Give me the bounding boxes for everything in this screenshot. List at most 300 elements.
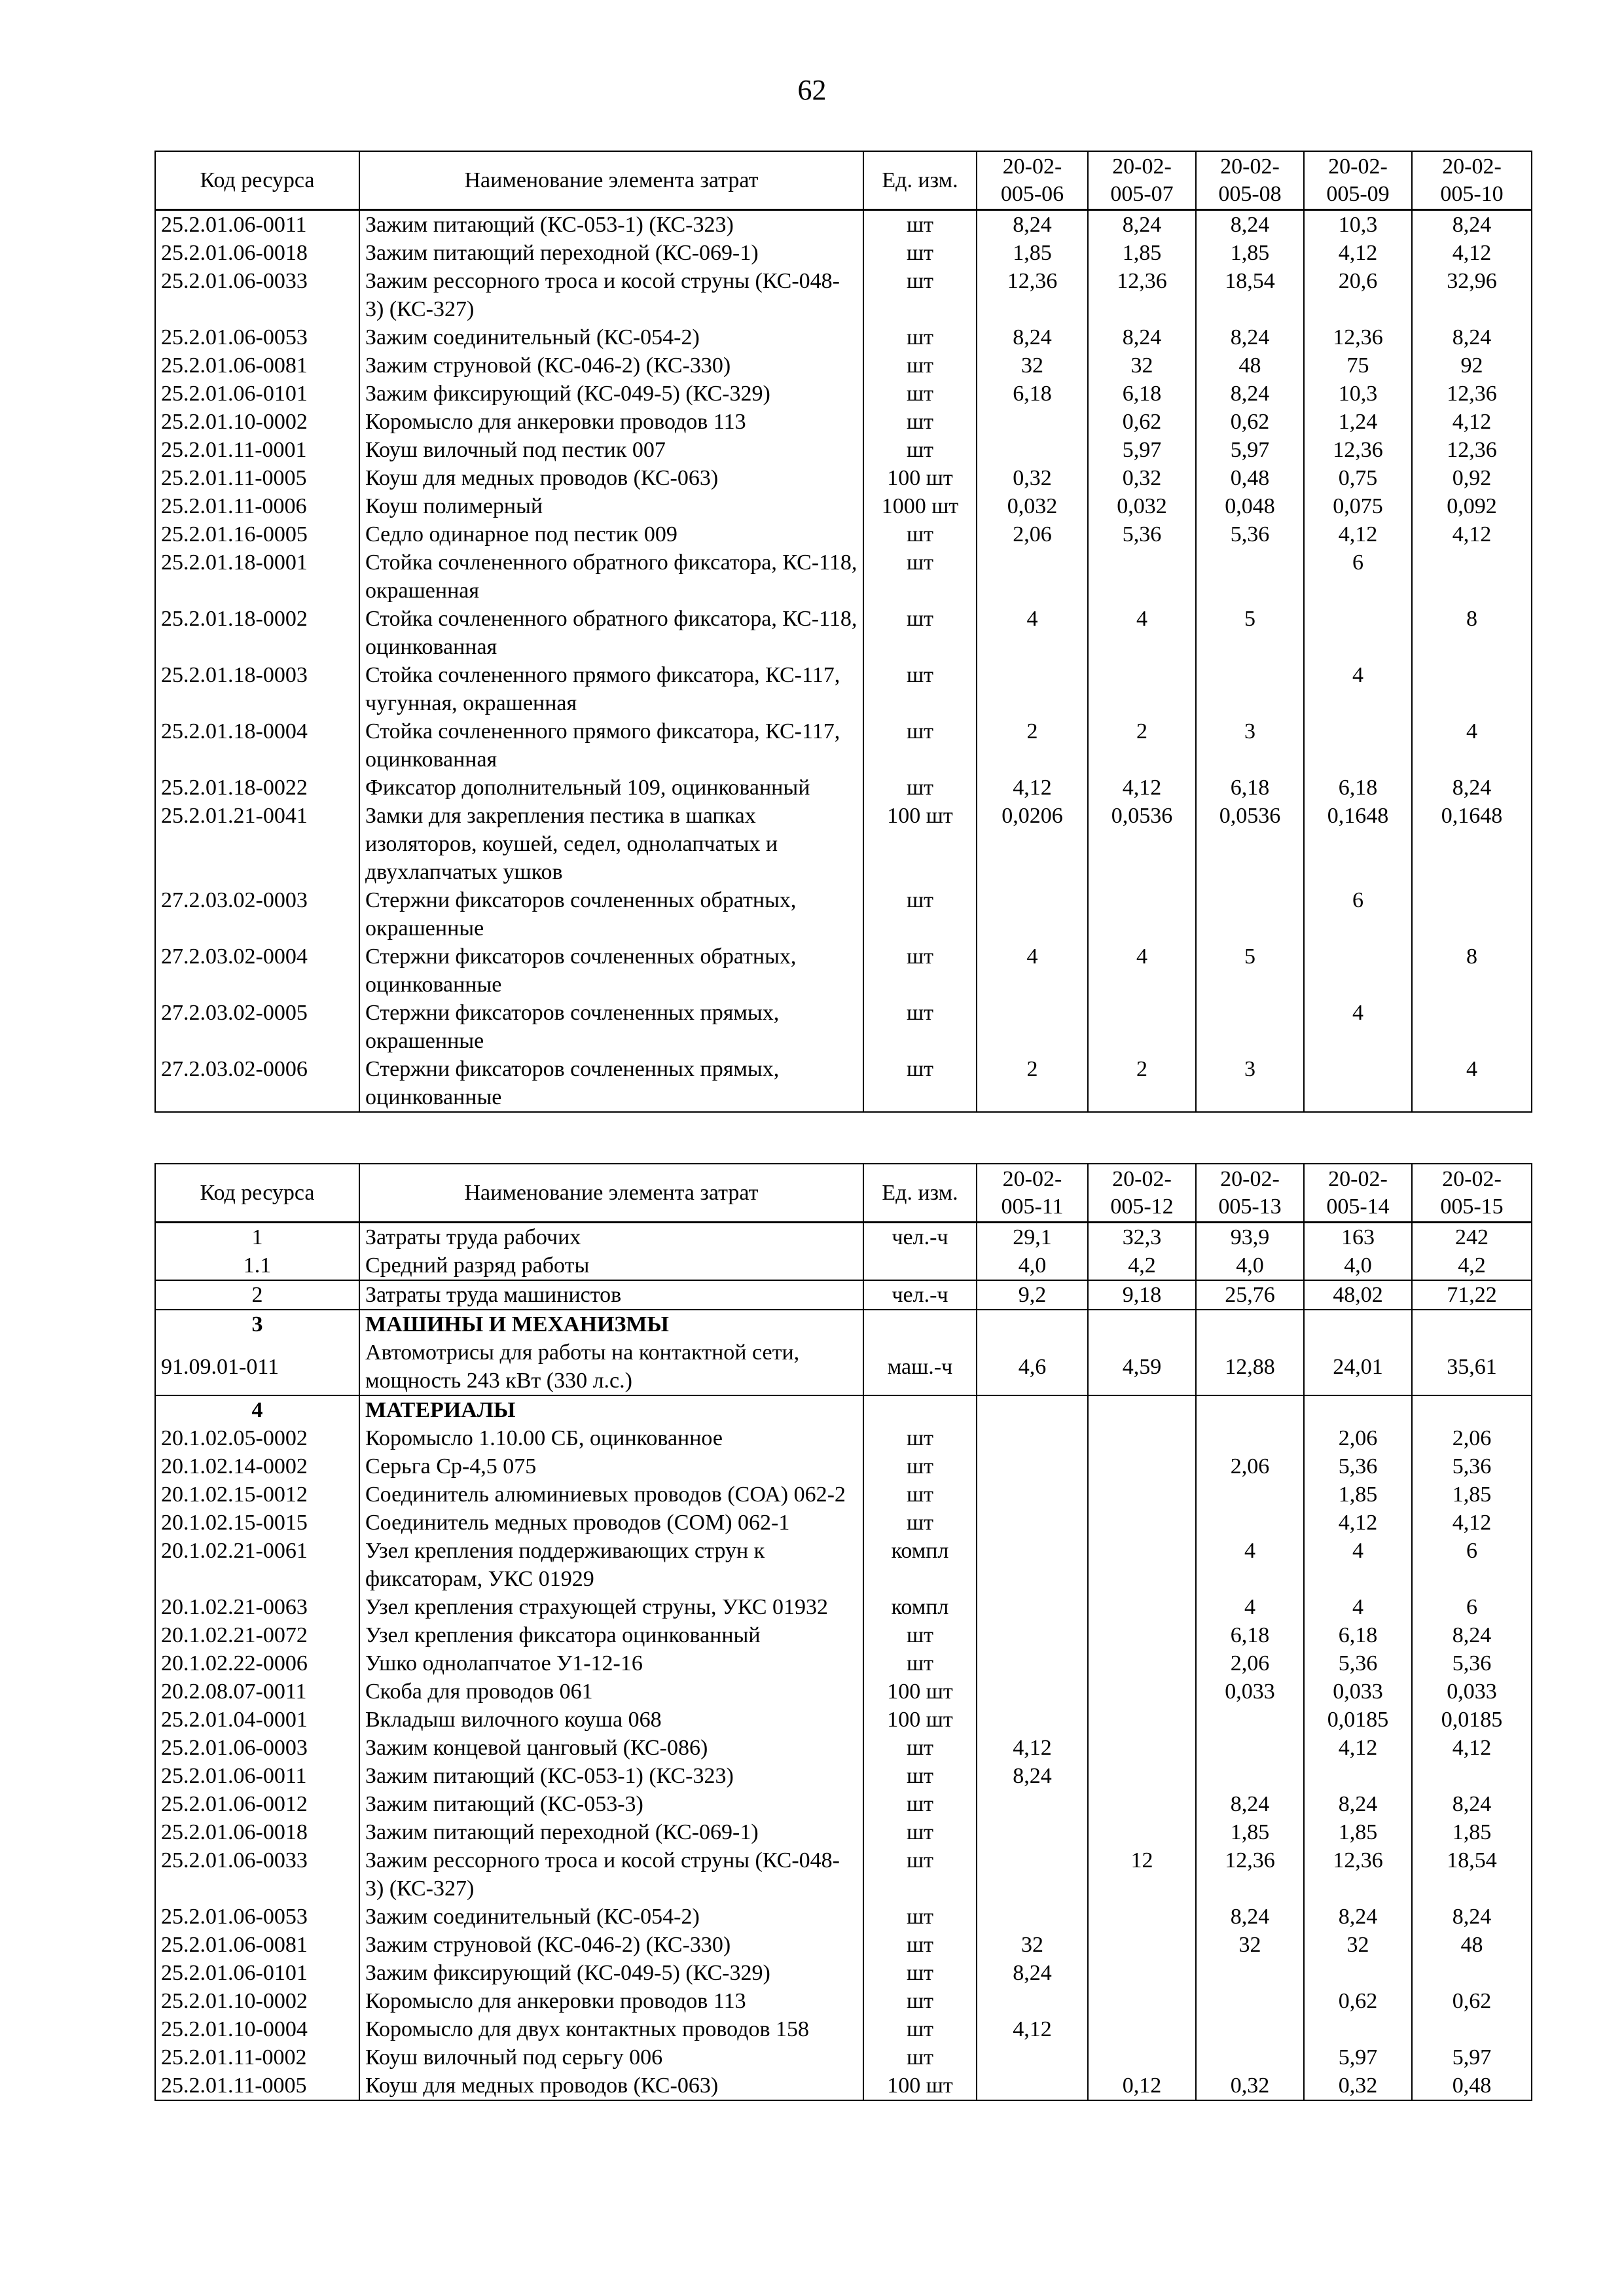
header-col-5 bbox=[1412, 151, 1532, 210]
cost-element-name: Стойка сочлененного обратного фиксатора, КС-118, оцинкованная bbox=[359, 605, 863, 661]
resource-code: 3 bbox=[155, 1310, 359, 1338]
norm-value: 6,18 bbox=[977, 380, 1088, 408]
table-row bbox=[155, 520, 1532, 548]
header-col-line: 005-10 bbox=[1440, 181, 1504, 206]
norm-value bbox=[977, 1452, 1088, 1480]
norm-value: 6 bbox=[1304, 548, 1412, 605]
cost-element-name: МАШИНЫ И МЕХАНИЗМЫ bbox=[359, 1310, 863, 1338]
unit-of-measure: шт bbox=[863, 1734, 977, 1762]
norm-value: 4 bbox=[1304, 1593, 1412, 1621]
unit-of-measure bbox=[863, 1251, 977, 1280]
unit-of-measure: шт bbox=[863, 1055, 977, 1112]
norm-value: 0,62 bbox=[1196, 408, 1304, 436]
resource-table-2 bbox=[154, 1163, 1532, 2101]
norm-value bbox=[1196, 1706, 1304, 1734]
header-col-line: 005-12 bbox=[1110, 1194, 1174, 1219]
table-row bbox=[155, 1818, 1532, 1846]
norm-value: 71,22 bbox=[1412, 1280, 1532, 1310]
norm-value bbox=[1196, 2043, 1304, 2072]
norm-value: 4,0 bbox=[977, 1251, 1088, 1280]
norm-value: 32,3 bbox=[1088, 1223, 1196, 1252]
unit-of-measure: 100 шт bbox=[863, 2072, 977, 2100]
cost-element-name: Серьга Ср-4,5 075 bbox=[359, 1452, 863, 1480]
norm-value: 8,24 bbox=[1412, 1790, 1532, 1818]
norm-value: 48 bbox=[1196, 351, 1304, 380]
header-col-4 bbox=[1304, 151, 1412, 210]
norm-value bbox=[1304, 605, 1412, 661]
cost-element-name: Фиксатор дополнительный 109, оцинкованный bbox=[359, 774, 863, 802]
unit-of-measure: шт bbox=[863, 605, 977, 661]
norm-value: 0,32 bbox=[1304, 2072, 1412, 2100]
unit-of-measure: шт bbox=[863, 717, 977, 774]
table-row bbox=[155, 351, 1532, 380]
table-row bbox=[155, 1452, 1532, 1480]
norm-value: 5,36 bbox=[1412, 1452, 1532, 1480]
norm-value: 5,97 bbox=[1196, 436, 1304, 464]
header-col-line: 20-02- bbox=[1112, 1166, 1172, 1191]
unit-of-measure: шт bbox=[863, 1480, 977, 1509]
unit-of-measure: шт bbox=[863, 774, 977, 802]
norm-value: 20,6 bbox=[1304, 267, 1412, 323]
resource-code: 25.2.01.06-0101 bbox=[155, 1959, 359, 1987]
unit-of-measure: шт bbox=[863, 239, 977, 267]
norm-value bbox=[1088, 1537, 1196, 1593]
norm-value: 2,06 bbox=[1304, 1424, 1412, 1452]
cost-element-name: Скоба для проводов 061 bbox=[359, 1677, 863, 1706]
norm-value: 0,033 bbox=[1412, 1677, 1532, 1706]
cost-element-name: Зажим струновой (КС-046-2) (КС-330) bbox=[359, 351, 863, 380]
resource-code: 1.1 bbox=[155, 1251, 359, 1280]
resource-code: 25.2.01.11-0005 bbox=[155, 2072, 359, 2100]
norm-value: 8,24 bbox=[1412, 1621, 1532, 1649]
norm-value: 0,033 bbox=[1196, 1677, 1304, 1706]
norm-value: 8,24 bbox=[1412, 774, 1532, 802]
norm-value: 4,12 bbox=[977, 2015, 1088, 2043]
norm-value bbox=[1088, 1931, 1196, 1959]
header-col-4 bbox=[1304, 1164, 1412, 1223]
header-code: Код ресурса bbox=[155, 151, 359, 210]
norm-value: 1,85 bbox=[1088, 239, 1196, 267]
norm-value bbox=[977, 886, 1088, 942]
resource-code: 25.2.01.06-0101 bbox=[155, 380, 359, 408]
table-row bbox=[155, 774, 1532, 802]
norm-value: 4,59 bbox=[1088, 1338, 1196, 1395]
norm-value: 8,24 bbox=[1088, 323, 1196, 351]
norm-value: 2,06 bbox=[1196, 1452, 1304, 1480]
norm-value: 0,033 bbox=[1304, 1677, 1412, 1706]
cost-element-name: Коуш вилочный под серьгу 006 bbox=[359, 2043, 863, 2072]
norm-value bbox=[977, 1903, 1088, 1931]
cost-element-name: Соединитель алюминиевых проводов (СОА) 062-2 bbox=[359, 1480, 863, 1509]
norm-value: 4,12 bbox=[1412, 408, 1532, 436]
norm-value bbox=[1088, 1452, 1196, 1480]
norm-value: 4,12 bbox=[1412, 1509, 1532, 1537]
cost-element-name: Ушко однолапчатое У1-12-16 bbox=[359, 1649, 863, 1677]
table-row bbox=[155, 492, 1532, 520]
cost-element-name: Зажим фиксирующий (КС-049-5) (КС-329) bbox=[359, 380, 863, 408]
resource-code: 25.2.01.06-0081 bbox=[155, 1931, 359, 1959]
norm-value bbox=[1304, 1959, 1412, 1987]
header-col-line: 20-02- bbox=[1002, 1166, 1062, 1191]
norm-value bbox=[977, 1310, 1088, 1338]
table-row bbox=[155, 1424, 1532, 1452]
norm-value bbox=[977, 1537, 1088, 1593]
norm-value bbox=[977, 548, 1088, 605]
page-number: 62 bbox=[797, 74, 827, 106]
resource-code: 25.2.01.06-0053 bbox=[155, 323, 359, 351]
resource-code: 25.2.01.18-0022 bbox=[155, 774, 359, 802]
norm-value: 0,075 bbox=[1304, 492, 1412, 520]
cost-element-name: Узел крепления страхующей струны, УКС 01932 bbox=[359, 1593, 863, 1621]
unit-of-measure: шт bbox=[863, 1903, 977, 1931]
resource-code: 20.1.02.15-0015 bbox=[155, 1509, 359, 1537]
norm-value: 4,12 bbox=[977, 774, 1088, 802]
norm-value bbox=[1196, 661, 1304, 717]
norm-value bbox=[977, 1987, 1088, 2015]
norm-value: 6,18 bbox=[1196, 774, 1304, 802]
cost-element-name: Средний разряд работы bbox=[359, 1251, 863, 1280]
norm-value: 6 bbox=[1304, 886, 1412, 942]
unit-of-measure: шт bbox=[863, 661, 977, 717]
cost-element-name: Зажим соединительный (КС-054-2) bbox=[359, 323, 863, 351]
norm-value bbox=[1088, 1621, 1196, 1649]
cost-element-name: Стержни фиксаторов сочлененных обратных, оцинкованные bbox=[359, 942, 863, 999]
norm-value: 8,24 bbox=[1412, 323, 1532, 351]
norm-value: 5,97 bbox=[1088, 436, 1196, 464]
resource-code: 27.2.03.02-0004 bbox=[155, 942, 359, 999]
norm-value: 12,36 bbox=[1304, 436, 1412, 464]
norm-value: 242 bbox=[1412, 1223, 1532, 1252]
norm-value: 2 bbox=[977, 1055, 1088, 1112]
table-row bbox=[155, 886, 1532, 942]
unit-of-measure: чел.-ч bbox=[863, 1280, 977, 1310]
norm-value: 0,032 bbox=[1088, 492, 1196, 520]
norm-value bbox=[1196, 999, 1304, 1055]
norm-value bbox=[1088, 1310, 1196, 1338]
norm-value bbox=[1412, 548, 1532, 605]
resource-code: 25.2.01.06-0018 bbox=[155, 239, 359, 267]
norm-value bbox=[1088, 999, 1196, 1055]
unit-of-measure: шт bbox=[863, 520, 977, 548]
resource-code: 25.2.01.18-0002 bbox=[155, 605, 359, 661]
norm-value: 6,18 bbox=[1304, 1621, 1412, 1649]
norm-value bbox=[1304, 1762, 1412, 1790]
norm-value: 4,12 bbox=[1304, 239, 1412, 267]
resource-code: 25.2.01.18-0003 bbox=[155, 661, 359, 717]
norm-value: 8,24 bbox=[1412, 210, 1532, 240]
norm-value: 0,12 bbox=[1088, 2072, 1196, 2100]
resource-code: 27.2.03.02-0005 bbox=[155, 999, 359, 1055]
norm-value: 5,97 bbox=[1304, 2043, 1412, 2072]
cost-element-name: Зажим концевой цанговый (КС-086) bbox=[359, 1734, 863, 1762]
norm-value bbox=[1196, 548, 1304, 605]
norm-value: 0,92 bbox=[1412, 464, 1532, 492]
norm-value: 1,85 bbox=[1412, 1480, 1532, 1509]
norm-value: 10,3 bbox=[1304, 210, 1412, 240]
norm-value: 4,12 bbox=[1304, 1734, 1412, 1762]
norm-value bbox=[1088, 1395, 1196, 1424]
cost-element-name: Стержни фиксаторов сочлененных прямых, окрашенные bbox=[359, 999, 863, 1055]
unit-of-measure: шт bbox=[863, 1818, 977, 1846]
table-row bbox=[155, 548, 1532, 605]
norm-value bbox=[1412, 1959, 1532, 1987]
norm-value: 8,24 bbox=[977, 1959, 1088, 1987]
norm-value: 0,32 bbox=[977, 464, 1088, 492]
norm-value bbox=[977, 2043, 1088, 2072]
table-row bbox=[155, 1593, 1532, 1621]
norm-value bbox=[977, 1790, 1088, 1818]
unit-of-measure: шт bbox=[863, 351, 977, 380]
norm-value: 4 bbox=[1196, 1537, 1304, 1593]
norm-value: 18,54 bbox=[1196, 267, 1304, 323]
header-col-3 bbox=[1196, 1164, 1304, 1223]
table-row bbox=[155, 605, 1532, 661]
norm-value: 1,24 bbox=[1304, 408, 1412, 436]
norm-value: 6 bbox=[1412, 1537, 1532, 1593]
norm-value bbox=[1088, 1959, 1196, 1987]
norm-value: 4 bbox=[1088, 942, 1196, 999]
norm-value: 0,32 bbox=[1088, 464, 1196, 492]
table-row bbox=[155, 1395, 1532, 1424]
norm-value bbox=[977, 1509, 1088, 1537]
cost-element-name: МАТЕРИАЛЫ bbox=[359, 1395, 863, 1424]
norm-value: 8,24 bbox=[1196, 1903, 1304, 1931]
norm-value: 4,12 bbox=[1304, 1509, 1412, 1537]
cost-element-name: Коуш для медных проводов (КС-063) bbox=[359, 2072, 863, 2100]
unit-of-measure: шт bbox=[863, 210, 977, 240]
cost-element-name: Зажим рессорного троса и косой струны (КС-048-3) (КС-327) bbox=[359, 267, 863, 323]
resource-code: 25.2.01.18-0004 bbox=[155, 717, 359, 774]
cost-element-name: Замки для закрепления пестика в шапках изоляторов, коушей, седел, однолапчатых и двухлапчатых ушков bbox=[359, 802, 863, 886]
norm-value: 12,36 bbox=[1088, 267, 1196, 323]
resource-code: 25.2.01.10-0002 bbox=[155, 1987, 359, 2015]
norm-value: 4,2 bbox=[1412, 1251, 1532, 1280]
norm-value: 5,97 bbox=[1412, 2043, 1532, 2072]
norm-value bbox=[1304, 1310, 1412, 1338]
resource-code: 25.2.01.11-0005 bbox=[155, 464, 359, 492]
norm-value: 0,1648 bbox=[1412, 802, 1532, 886]
norm-value: 4,12 bbox=[1412, 1734, 1532, 1762]
table-row bbox=[155, 2043, 1532, 2072]
header-col-line: 005-08 bbox=[1218, 181, 1282, 206]
norm-value: 4,12 bbox=[1412, 520, 1532, 548]
norm-value bbox=[1304, 717, 1412, 774]
norm-value: 163 bbox=[1304, 1223, 1412, 1252]
resource-table-1 bbox=[154, 151, 1532, 1113]
cost-element-name: Коромысло для анкеровки проводов 113 bbox=[359, 408, 863, 436]
header-col-line: 20-02- bbox=[1442, 154, 1502, 179]
table-row bbox=[155, 2072, 1532, 2100]
norm-value: 75 bbox=[1304, 351, 1412, 380]
norm-value bbox=[977, 1706, 1088, 1734]
unit-of-measure: шт bbox=[863, 323, 977, 351]
norm-value bbox=[1088, 1677, 1196, 1706]
unit-of-measure: шт bbox=[863, 1649, 977, 1677]
norm-value bbox=[1196, 1762, 1304, 1790]
norm-value bbox=[1412, 1762, 1532, 1790]
norm-value: 4 bbox=[1196, 1593, 1304, 1621]
resource-code: 25.2.01.06-0011 bbox=[155, 1762, 359, 1790]
norm-value bbox=[1088, 1987, 1196, 2015]
norm-value: 32,96 bbox=[1412, 267, 1532, 323]
unit-of-measure: шт bbox=[863, 1987, 977, 2015]
norm-value: 12,36 bbox=[1304, 1846, 1412, 1903]
resource-code: 27.2.03.02-0006 bbox=[155, 1055, 359, 1112]
norm-value: 6,18 bbox=[1088, 380, 1196, 408]
norm-value bbox=[1304, 1055, 1412, 1112]
norm-value: 93,9 bbox=[1196, 1223, 1304, 1252]
norm-value bbox=[1304, 2015, 1412, 2043]
norm-value bbox=[1196, 2015, 1304, 2043]
norm-value: 0,0185 bbox=[1304, 1706, 1412, 1734]
resource-code: 4 bbox=[155, 1395, 359, 1424]
norm-value bbox=[1196, 1310, 1304, 1338]
norm-value: 8,24 bbox=[1088, 210, 1196, 240]
resource-code: 27.2.03.02-0003 bbox=[155, 886, 359, 942]
unit-of-measure: шт bbox=[863, 267, 977, 323]
cost-element-name: Коромысло для анкеровки проводов 113 bbox=[359, 1987, 863, 2015]
norm-value: 5,36 bbox=[1196, 520, 1304, 548]
norm-value: 5,36 bbox=[1304, 1452, 1412, 1480]
unit-of-measure: шт bbox=[863, 1959, 977, 1987]
table-row bbox=[155, 802, 1532, 886]
norm-value bbox=[1304, 1395, 1412, 1424]
norm-value: 8,24 bbox=[1196, 323, 1304, 351]
table-row bbox=[155, 717, 1532, 774]
norm-value: 8,24 bbox=[977, 210, 1088, 240]
cost-element-name: Коуш для медных проводов (КС-063) bbox=[359, 464, 863, 492]
norm-value: 32 bbox=[977, 1931, 1088, 1959]
table-row bbox=[155, 1959, 1532, 1987]
norm-value: 32 bbox=[1196, 1931, 1304, 1959]
norm-value: 6 bbox=[1412, 1593, 1532, 1621]
table-row bbox=[155, 436, 1532, 464]
header-col-1 bbox=[977, 151, 1088, 210]
norm-value: 8,24 bbox=[1304, 1790, 1412, 1818]
header-col-line: 20-02- bbox=[1442, 1166, 1502, 1191]
unit-of-measure: шт bbox=[863, 1931, 977, 1959]
norm-value: 0,32 bbox=[1196, 2072, 1304, 2100]
norm-value bbox=[977, 999, 1088, 1055]
resource-code: 25.2.01.04-0001 bbox=[155, 1706, 359, 1734]
header-col-5 bbox=[1412, 1164, 1532, 1223]
norm-value: 0,092 bbox=[1412, 492, 1532, 520]
norm-value: 9,2 bbox=[977, 1280, 1088, 1310]
table-row bbox=[155, 1987, 1532, 2015]
norm-value: 4,2 bbox=[1088, 1251, 1196, 1280]
norm-value: 4,12 bbox=[977, 1734, 1088, 1762]
resource-code: 25.2.01.16-0005 bbox=[155, 520, 359, 548]
norm-value bbox=[977, 1395, 1088, 1424]
norm-value: 35,61 bbox=[1412, 1338, 1532, 1395]
cost-element-name: Вкладыш вилочного коуша 068 bbox=[359, 1706, 863, 1734]
norm-value bbox=[1196, 1509, 1304, 1537]
norm-value bbox=[1412, 886, 1532, 942]
norm-value bbox=[1088, 1480, 1196, 1509]
header-col-2 bbox=[1088, 1164, 1196, 1223]
norm-value bbox=[1088, 2043, 1196, 2072]
norm-value bbox=[1088, 548, 1196, 605]
norm-value: 4 bbox=[1412, 1055, 1532, 1112]
header-name: Наименование элемента затрат bbox=[359, 151, 863, 210]
norm-value: 12,88 bbox=[1196, 1338, 1304, 1395]
unit-of-measure: 100 шт bbox=[863, 1677, 977, 1706]
table-row bbox=[155, 380, 1532, 408]
norm-value bbox=[1088, 1593, 1196, 1621]
norm-value: 0,0185 bbox=[1412, 1706, 1532, 1734]
table-row bbox=[155, 1677, 1532, 1706]
resource-code: 25.2.01.18-0001 bbox=[155, 548, 359, 605]
norm-value bbox=[1196, 1987, 1304, 2015]
resource-code: 20.1.02.21-0072 bbox=[155, 1621, 359, 1649]
resource-code: 25.2.01.06-0011 bbox=[155, 210, 359, 240]
header-col-2 bbox=[1088, 151, 1196, 210]
norm-value: 1,85 bbox=[1412, 1818, 1532, 1846]
unit-of-measure: шт bbox=[863, 380, 977, 408]
norm-value bbox=[1412, 2015, 1532, 2043]
unit-of-measure: шт bbox=[863, 436, 977, 464]
norm-value bbox=[1412, 1310, 1532, 1338]
table-row bbox=[155, 942, 1532, 999]
table-row bbox=[155, 1903, 1532, 1931]
unit-of-measure: шт bbox=[863, 1452, 977, 1480]
unit-of-measure: компл bbox=[863, 1593, 977, 1621]
norm-value: 5,36 bbox=[1412, 1649, 1532, 1677]
resource-code: 25.2.01.06-0033 bbox=[155, 267, 359, 323]
cost-element-name: Стойка сочлененного прямого фиксатора, КС-117, чугунная, окрашенная bbox=[359, 661, 863, 717]
resource-code: 20.1.02.22-0006 bbox=[155, 1649, 359, 1677]
norm-value: 12,36 bbox=[1304, 323, 1412, 351]
norm-value bbox=[1412, 1395, 1532, 1424]
resource-code: 25.2.01.06-0081 bbox=[155, 351, 359, 380]
table-row bbox=[155, 1055, 1532, 1112]
resource-code: 25.2.01.06-0012 bbox=[155, 1790, 359, 1818]
table-row bbox=[155, 408, 1532, 436]
resource-code: 20.2.08.07-0011 bbox=[155, 1677, 359, 1706]
table-row bbox=[155, 1649, 1532, 1677]
norm-value: 2 bbox=[977, 717, 1088, 774]
norm-value bbox=[977, 1818, 1088, 1846]
norm-value: 4 bbox=[1088, 605, 1196, 661]
table-row bbox=[155, 1223, 1532, 1252]
norm-value: 48 bbox=[1412, 1931, 1532, 1959]
header-col-1 bbox=[977, 1164, 1088, 1223]
norm-value: 0,1648 bbox=[1304, 802, 1412, 886]
norm-value: 8,24 bbox=[1196, 210, 1304, 240]
norm-value: 9,18 bbox=[1088, 1280, 1196, 1310]
norm-value: 6,18 bbox=[1304, 774, 1412, 802]
header-unit: Ед. изм. bbox=[863, 1164, 977, 1223]
resource-code: 25.2.01.06-0033 bbox=[155, 1846, 359, 1903]
cost-element-name: Стержни фиксаторов сочлененных прямых, оцинкованные bbox=[359, 1055, 863, 1112]
norm-value: 5,36 bbox=[1088, 520, 1196, 548]
cost-element-name: Соединитель медных проводов (СОМ) 062-1 bbox=[359, 1509, 863, 1537]
unit-of-measure: шт bbox=[863, 1424, 977, 1452]
norm-value bbox=[1412, 999, 1532, 1055]
norm-value: 4,0 bbox=[1304, 1251, 1412, 1280]
cost-element-name: Коромысло для двух контактных проводов 158 bbox=[359, 2015, 863, 2043]
resource-code: 25.2.01.11-0006 bbox=[155, 492, 359, 520]
resource-code: 25.2.01.06-0018 bbox=[155, 1818, 359, 1846]
norm-value bbox=[1088, 1903, 1196, 1931]
norm-value bbox=[977, 2072, 1088, 2100]
norm-value: 48,02 bbox=[1304, 1280, 1412, 1310]
resource-code: 91.09.01-011 bbox=[155, 1338, 359, 1395]
table-row bbox=[155, 323, 1532, 351]
table-row bbox=[155, 1251, 1532, 1280]
norm-value: 4,6 bbox=[977, 1338, 1088, 1395]
table-row bbox=[155, 1537, 1532, 1593]
